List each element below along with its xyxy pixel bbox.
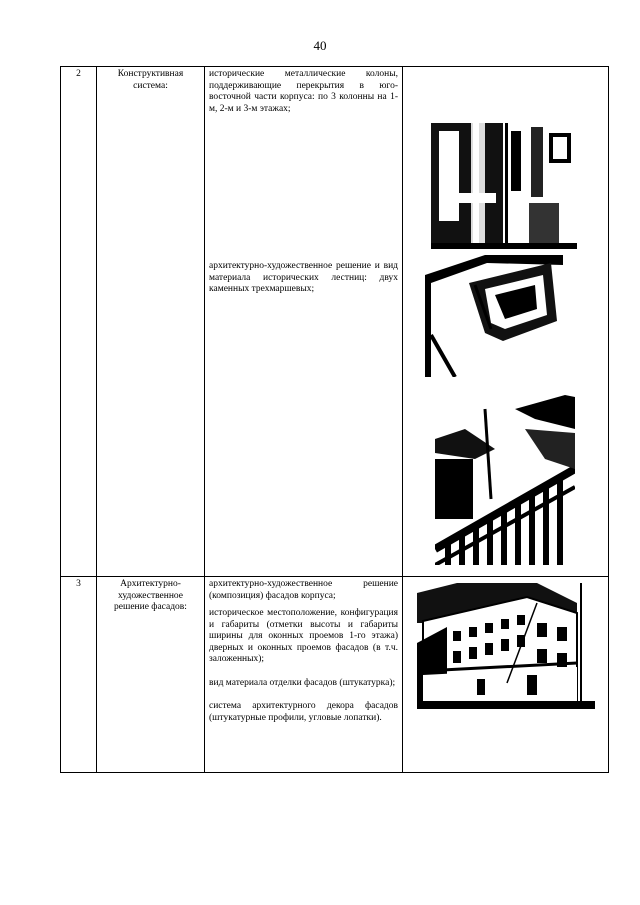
- description-item: система архитектурного декора фасадов (штукатурные профили, угловые лопатки).: [209, 701, 398, 723]
- description-item: историческое местоположение, конфигурация и габариты (отметки высоты и габариты ширины для оконных проемов 1-го этажа) дверных и оконных проемов фасадов (в т.ч. заложенных);: [209, 608, 398, 664]
- row-description: [205, 67, 403, 577]
- photo-cell: [403, 67, 609, 577]
- row-description: [205, 577, 403, 773]
- row-category: Конструктивная система:: [97, 67, 205, 577]
- description-item: исторические металлические колоны, поддерживающие перекрытия в юго-восточной части корпуса: по 3 колонны на 1-м, 2-м и 3-м этажах;: [209, 69, 398, 114]
- photo-cell: [403, 577, 609, 773]
- columns-photo: [431, 123, 577, 249]
- table-row: [61, 67, 609, 577]
- heritage-table: [60, 66, 609, 773]
- row-category: Архитектурно-художественное решение фасадов:: [97, 577, 205, 773]
- description-item: вид материала отделки фасадов (штукатурка);: [209, 677, 396, 688]
- stair-well-photo: [425, 255, 563, 377]
- row-number: 3: [61, 577, 97, 773]
- row-number: 2: [61, 67, 97, 577]
- facade-photo: [417, 583, 595, 709]
- description-item: архитектурно-художественное решение и вид материала исторических лестниц: двух каменных трехмаршевых;: [209, 261, 398, 294]
- description-item: архитектурно-художественное решение (композиция) фасадов корпуса;: [209, 579, 398, 601]
- page-number: 40: [313, 38, 327, 53]
- stair-railing-photo: [435, 389, 575, 565]
- table-row: [61, 577, 609, 773]
